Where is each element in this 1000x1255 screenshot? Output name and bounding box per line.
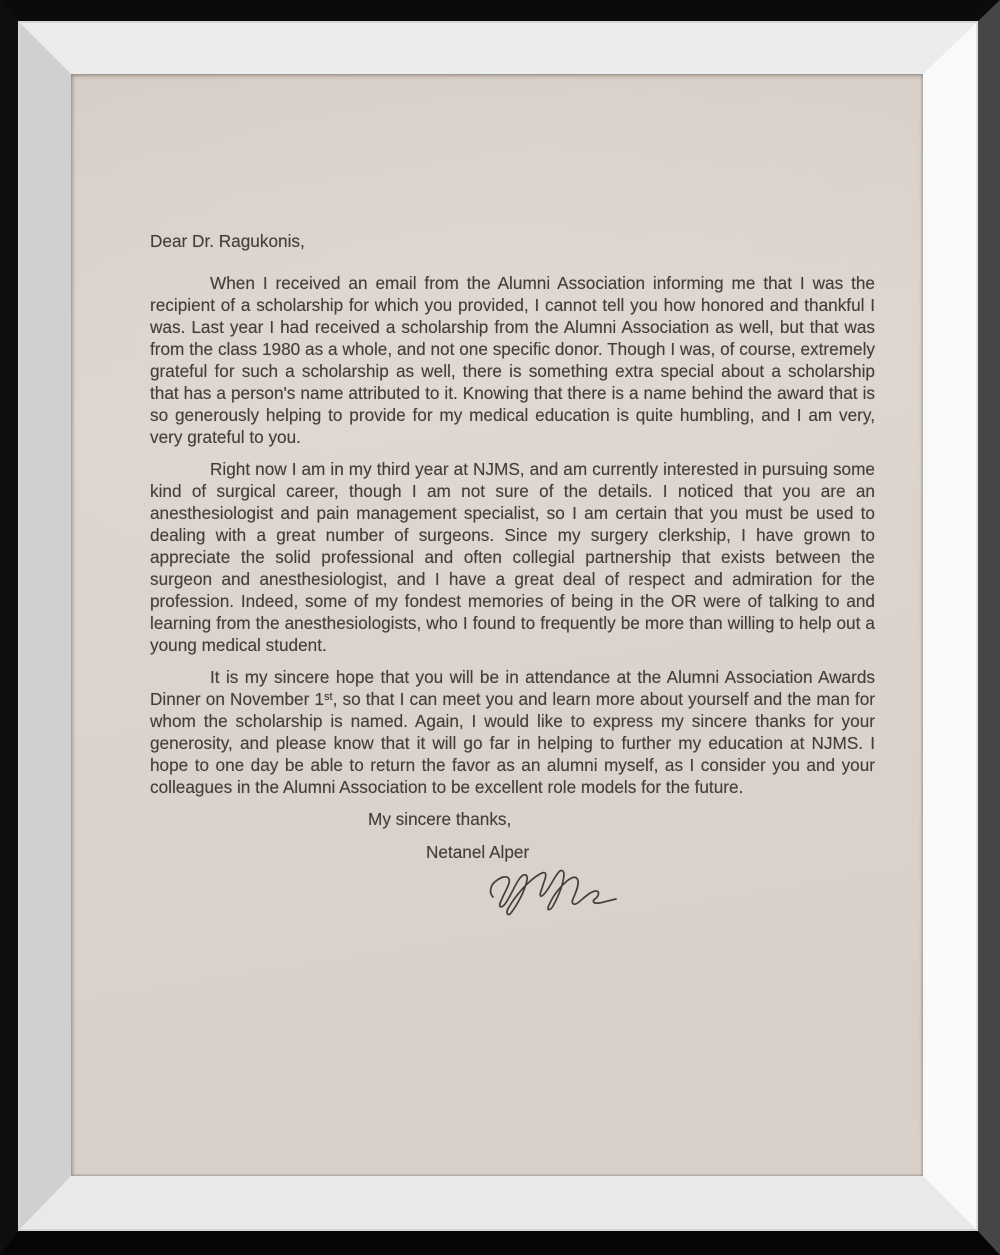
paragraph-3-text: , so that I can meet you and learn more about yourself and the man for whom the scholarship is named. Again, I would like to express my sincere thanks for your generosity, and please know that it will go far in helping to further my education at NJMS. I hope to one day be able to return the favor as an alumni myself, as I consider you and your colleagues in the Alumni Association to be excellent role models for the future. <box>150 689 875 797</box>
closing-line: My sincere thanks, <box>368 809 512 829</box>
letter-paper <box>71 74 923 1176</box>
salutation: Dear Dr. Ragukonis, <box>150 231 305 251</box>
letter-body <box>71 74 923 918</box>
paragraph-3-text: It is my sincere hope that you will be in attendance at the Alumni Association Awards Dinner on November 1 <box>150 667 875 709</box>
ordinal-superscript: st <box>324 691 333 703</box>
signer-name: Netanel Alper <box>426 842 530 862</box>
signature-icon <box>488 866 620 918</box>
paragraph-1: When I received an email from the Alumni Association informing me that I was the recipient of a scholarship for which you provided, I cannot tell you how honored and thankful I was. Last year I had received a scholarship from the Alumni Association as well, but that was from the class 1980 as a whole, and not one specific donor. Though I was, of course, extremely grateful for such a scholarship as well, there is something extra special about a scholarship that has a person's name attributed to it. Knowing that there is a name behind the award that is so generously helping to provide for my medical education is quite humbling, and I am very, very grateful to you. <box>150 273 875 447</box>
paragraph-2: Right now I am in my third year at NJMS, and am currently interested in pursuing some kind of surgical career, though I am not sure of the details. I noticed that you are an anesthesiologist and pain management specialist, so I am certain that you must be used to dealing with a great number of surgeons. Since my surgery clerkship, I have grown to appreciate the solid professional and often collegial partnership that exists between the surgeon and anesthesiologist, and I have a great deal of respect and admiration for the profession. Indeed, some of my fondest memories of being in the OR were of talking to and learning from the anesthesiologists, who I found to frequently be more than willing to help out a young medical student. <box>150 459 875 655</box>
frame-molding <box>20 23 976 1229</box>
paragraph-3 <box>150 666 875 798</box>
